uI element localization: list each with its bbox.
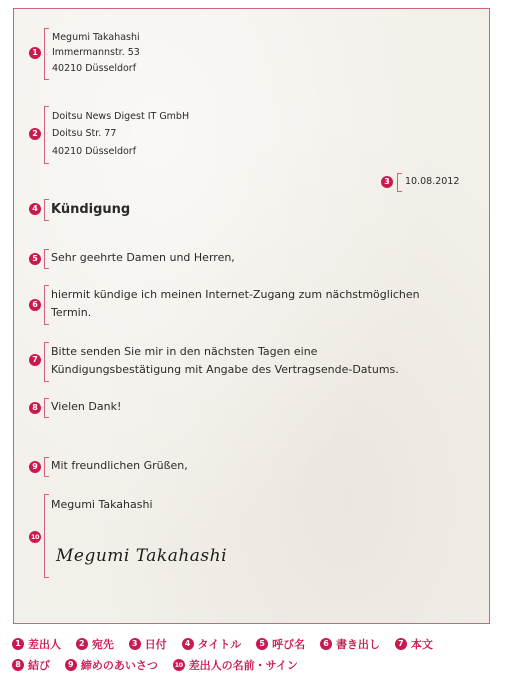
- legend-num-opening: 6: [320, 638, 332, 650]
- signature-name: Megumi Takahashi: [51, 498, 153, 511]
- legend-item-conclusion: [12, 657, 50, 673]
- bracket-date: [397, 173, 402, 192]
- closing-text: Mit freundlichen Grüßen,: [51, 459, 188, 472]
- marker-salutation: 5: [29, 253, 41, 265]
- opening-line-1: hiermit kündige ich meinen Internet-Zugang zum nächstmöglichen: [51, 288, 420, 301]
- legend-item-signature: [173, 657, 298, 673]
- legend-row-1: [12, 636, 444, 652]
- legend-item-body: [395, 636, 433, 652]
- legend-item-salutation: [256, 636, 305, 652]
- legend-num-signature: 10: [174, 661, 183, 669]
- sender-name: Megumi Takahashi: [52, 32, 140, 43]
- recipient-city: 40210 Düsseldorf: [52, 146, 137, 157]
- legend-num-date: 3: [129, 638, 141, 650]
- legend-label-salutation: 呼び名: [272, 638, 306, 651]
- opening-line-2: Termin.: [51, 306, 92, 319]
- legend-label-closing: 締めのあいさつ: [80, 659, 158, 672]
- bracket-recipient: [44, 106, 49, 164]
- marker-title: 4: [29, 203, 41, 215]
- legend-item-sender: [12, 636, 61, 652]
- bracket-title: [44, 199, 49, 221]
- legend-label-conclusion: 結び: [28, 659, 50, 672]
- bracket-body: [44, 342, 49, 382]
- legend-item-title: [182, 636, 242, 652]
- legend-label-sender: 差出人: [28, 638, 61, 651]
- legend-num-title: 4: [182, 638, 194, 650]
- marker-conclusion: 8: [29, 402, 41, 414]
- recipient-company: Doitsu News Digest IT GmbH: [52, 111, 190, 122]
- legend-label-recipient: 宛先: [91, 638, 114, 651]
- letter-date: 10.08.2012: [405, 176, 460, 187]
- letter-title: Kündigung: [51, 202, 131, 217]
- marker-sender: 1: [29, 47, 41, 59]
- marker-closing: 9: [29, 461, 41, 473]
- legend-num-body: 7: [395, 638, 407, 650]
- legend-item-date: [129, 636, 167, 652]
- legend-row-2: [12, 657, 309, 673]
- marker-signature: 10: [30, 533, 40, 541]
- marker-date: 3: [381, 176, 393, 188]
- salutation-text: Sehr geehrte Damen und Herren,: [51, 251, 235, 264]
- legend-num-recipient: 2: [76, 638, 88, 650]
- bracket-conclusion: [44, 398, 49, 418]
- bracket-opening: [44, 285, 49, 325]
- recipient-street: Doitsu Str. 77: [52, 128, 117, 139]
- handwritten-signature: Megumi Takahashi: [56, 546, 228, 566]
- sender-city: 40210 Düsseldorf: [52, 63, 137, 74]
- legend-item-closing: [65, 657, 158, 673]
- legend-num-salutation: 5: [256, 638, 268, 650]
- legend-label-body: 本文: [410, 638, 433, 651]
- legend-item-opening: [320, 636, 380, 652]
- legend-label-title: タイトル: [197, 638, 242, 651]
- conclusion-text: Vielen Dank!: [51, 400, 122, 413]
- marker-recipient: 2: [29, 128, 41, 140]
- legend-label-signature: 差出人の名前・サイン: [188, 659, 298, 672]
- legend-item-recipient: [76, 636, 114, 652]
- legend-label-opening: 書き出し: [336, 638, 380, 651]
- body-line-2: Kündigungsbestätigung mit Angabe des Vertragsende-Datums.: [51, 363, 399, 376]
- marker-body: 7: [29, 354, 41, 366]
- bracket-sender: [44, 28, 49, 80]
- marker-opening: 6: [29, 299, 41, 311]
- body-line-1: Bitte senden Sie mir in den nächsten Tagen eine: [51, 345, 318, 358]
- bracket-signature: [44, 494, 49, 578]
- sender-street: Immermannstr. 53: [52, 47, 140, 58]
- legend-num-sender: 1: [12, 638, 24, 650]
- bracket-salutation: [44, 249, 49, 269]
- bracket-closing: [44, 457, 49, 477]
- legend-label-date: 日付: [144, 638, 167, 651]
- legend-num-closing: 9: [65, 659, 77, 671]
- legend-num-conclusion: 8: [12, 659, 24, 671]
